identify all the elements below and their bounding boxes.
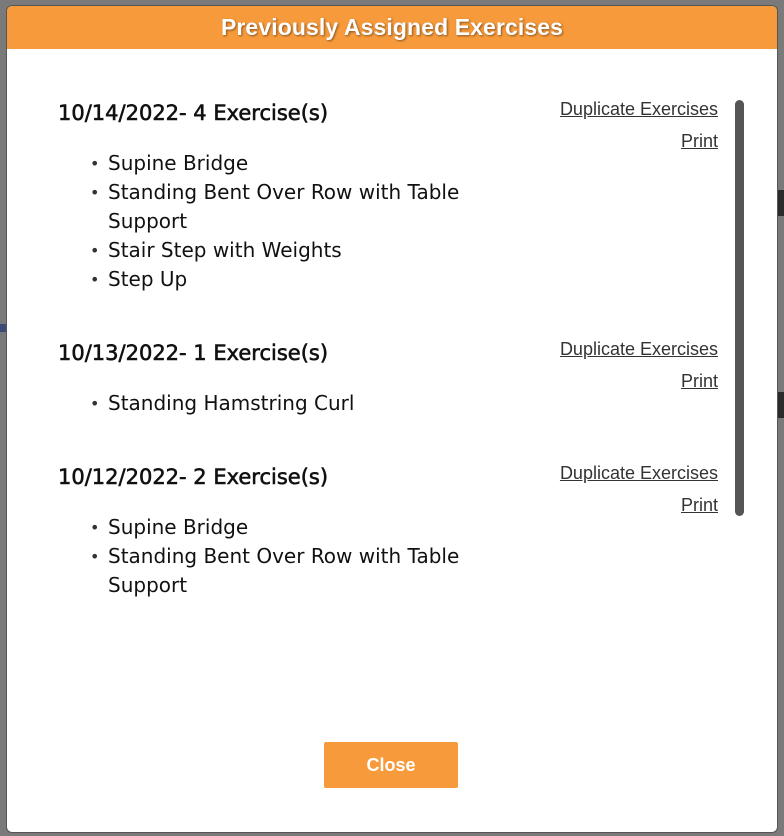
group-title: 10/13/2022- 1 Exercise(s) [58, 341, 329, 365]
modal-header [7, 6, 777, 49]
exercise-name: Step Up [108, 267, 188, 291]
exercise-name: Stair Step with Weights [108, 238, 342, 262]
bullet-icon: • [90, 241, 100, 260]
exercise-name: Standing Bent Over Row with Table Support [108, 544, 460, 597]
duplicate-exercises-link[interactable]: Duplicate Exercises [559, 99, 718, 119]
group-title: 10/14/2022- 4 Exercise(s) [58, 101, 329, 125]
bullet-icon: • [90, 154, 100, 173]
list-item [90, 149, 488, 178]
exercise-group [58, 339, 718, 463]
close-button[interactable]: Close [324, 742, 458, 788]
background-bar [0, 324, 7, 332]
duplicate-exercises-link[interactable]: Duplicate Exercises [559, 339, 718, 359]
exercise-list [58, 389, 488, 418]
list-item [90, 389, 488, 418]
scrollbar[interactable] [735, 100, 744, 516]
bullet-icon: • [90, 270, 100, 289]
exercise-name: Standing Bent Over Row with Table Support [108, 180, 460, 233]
bullet-icon: • [90, 183, 100, 202]
group-actions [560, 333, 718, 397]
list-item [90, 542, 488, 600]
print-link[interactable]: Print [680, 131, 718, 151]
group-actions [560, 93, 718, 157]
list-item [90, 513, 488, 542]
list-item [90, 236, 488, 265]
list-item [90, 265, 488, 294]
group-title: 10/12/2022- 2 Exercise(s) [58, 465, 329, 489]
bullet-icon: • [90, 518, 100, 537]
print-link[interactable]: Print [680, 371, 718, 391]
exercise-history-list [58, 99, 718, 699]
modal-title: Previously Assigned Exercises [220, 14, 564, 40]
exercise-group [58, 463, 718, 623]
exercise-group [58, 99, 718, 339]
bullet-icon: • [90, 394, 100, 413]
exercise-name: Supine Bridge [108, 515, 249, 539]
exercise-name: Standing Hamstring Curl [108, 391, 355, 415]
assigned-exercises-modal [7, 6, 777, 832]
bullet-icon: • [90, 547, 100, 566]
exercise-name: Supine Bridge [108, 151, 249, 175]
modal-body [7, 49, 777, 699]
list-item [90, 178, 488, 236]
duplicate-exercises-link[interactable]: Duplicate Exercises [559, 463, 718, 483]
print-link[interactable]: Print [680, 495, 718, 515]
exercise-list [58, 149, 488, 294]
group-actions [560, 457, 718, 521]
exercise-list [58, 513, 488, 600]
